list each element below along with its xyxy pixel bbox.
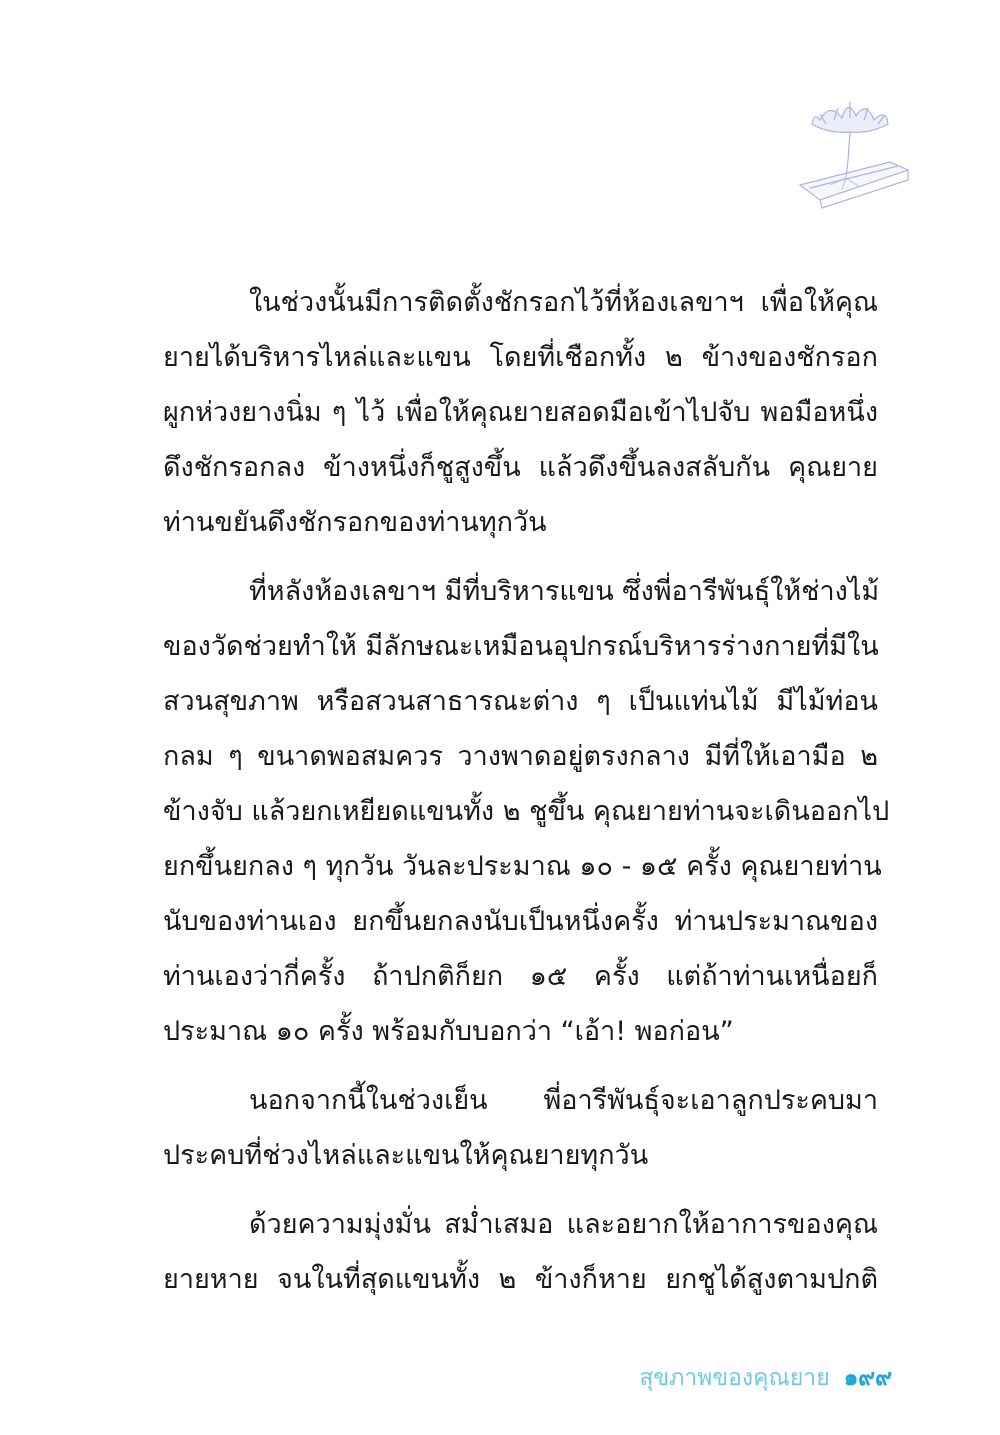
paragraph xyxy=(163,569,890,1064)
book-title: สุขภาพของคุณยาย xyxy=(639,1365,830,1391)
text-line: นอกจากนี้ในช่วงเย็น พี่อารีพันธุ์จะเอาลูกประคบมา xyxy=(249,1085,878,1116)
text-line: ข้างจับ แล้วยกเหยียดแขนทั้ง ๒ ชูขึ้น คุณยายท่านจะเดินออกไป xyxy=(163,796,890,827)
page-number: ๑๙๙ xyxy=(843,1365,892,1391)
text-line: ในช่วงนั้นมีการติดตั้งชักรอกไว้ที่ห้องเลขาฯ เพื่อให้คุณ xyxy=(249,287,878,318)
body-text xyxy=(163,280,890,1312)
paragraph xyxy=(163,1078,878,1188)
text-line: กลม ๆ ขนาดพอสมควร วางพาดอยู่ตรงกลาง มีที่ให้เอามือ ๒ xyxy=(163,741,878,772)
text-line: ดึงชักรอกลง ข้างหนึ่งก็ชูสูงขึ้น แล้วดึงขึ้นลงสลับกัน คุณยาย xyxy=(163,452,878,483)
paragraph xyxy=(163,1202,878,1312)
text-line: ยายหาย จนในที่สุดแขนทั้ง ๒ ข้างก็หาย ยกชูได้สูงตามปกติ xyxy=(163,1264,878,1295)
running-footer xyxy=(639,1360,892,1396)
text-line: ยายได้บริหารไหล่และแขน โดยที่เชือกทั้ง ๒ ข้างของชักรอก xyxy=(163,342,878,373)
text-line: ประคบที่ช่วงไหล่และแขนให้คุณยายทุกวัน xyxy=(163,1140,649,1171)
text-line: ด้วยความมุ่งมั่น สม่ำเสมอ และอยากให้อาการของคุณ xyxy=(249,1209,878,1240)
paragraph xyxy=(163,280,878,555)
lotus-tree-icon xyxy=(790,90,910,215)
text-line: ยกขึ้นยกลง ๆ ทุกวัน วันละประมาณ ๑๐ - ๑๕ ครั้ง คุณยายท่าน xyxy=(163,851,882,882)
text-line: ท่านขยันดึงชักรอกของท่านทุกวัน xyxy=(163,507,547,538)
text-line: ประมาณ ๑๐ ครั้ง พร้อมกับบอกว่า “เอ้า! พอก่อน” xyxy=(163,1016,734,1047)
text-line: ที่หลังห้องเลขาฯ มีที่บริหารแขน ซึ่งพี่อารีพันธุ์ให้ช่างไม้ xyxy=(249,576,880,607)
text-line: ผูกห่วงยางนิ่ม ๆ ไว้ เพื่อให้คุณยายสอดมือเข้าไปจับ พอมือหนึ่ง xyxy=(163,397,878,428)
text-line: ท่านเองว่ากี่ครั้ง ถ้าปกติก็ยก ๑๕ ครั้ง แต่ถ้าท่านเหนื่อยก็ xyxy=(163,961,878,992)
text-line: นับของท่านเอง ยกขึ้นยกลงนับเป็นหนึ่งครั้ง ท่านประมาณของ xyxy=(163,906,878,937)
text-line: ของวัดช่วยทำให้ มีลักษณะเหมือนอุปกรณ์บริหารร่างกายที่มีใน xyxy=(163,631,879,662)
text-line: สวนสุขภาพ หรือสวนสาธารณะต่าง ๆ เป็นแท่นไม้ มีไม้ท่อน xyxy=(163,686,878,717)
